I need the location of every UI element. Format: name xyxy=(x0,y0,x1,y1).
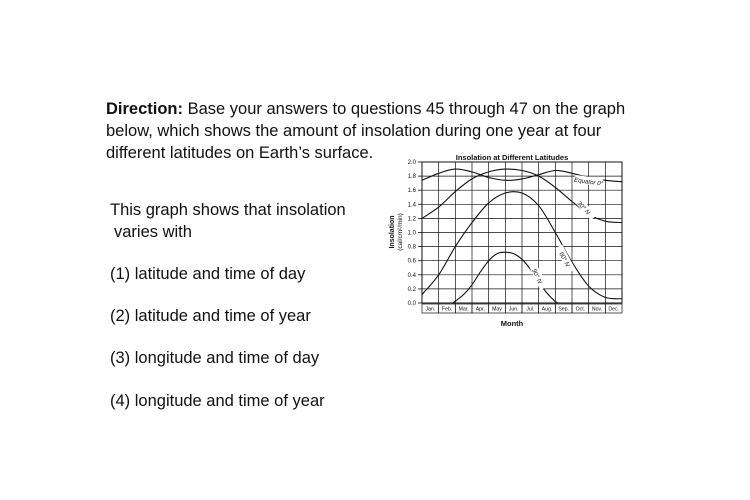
y-tick-label: 0.2 xyxy=(407,286,416,293)
x-tick-label: Oct. xyxy=(575,306,586,313)
chart-title: Insolation at Different Latitudes xyxy=(455,153,569,162)
question-line-1: This graph shows that insolation xyxy=(110,201,346,219)
direction-label: Direction: xyxy=(106,100,184,118)
x-tick-label: Aug. xyxy=(541,306,553,313)
y-tick-label: 1.0 xyxy=(407,230,416,237)
x-tick-label: Jul. xyxy=(526,306,535,313)
series-label-90n: 90° N xyxy=(530,267,544,285)
y-tick-label: 1.2 xyxy=(407,216,416,223)
x-tick-label: Mar. xyxy=(458,306,469,313)
direction-line-1: Base your answers to questions 45 through 47 on the graph xyxy=(183,100,626,118)
choice-4[interactable]: (4) longitude and time of year xyxy=(110,392,325,410)
x-tick-label: Jun. xyxy=(508,306,519,313)
x-tick-label: Dec. xyxy=(608,306,620,313)
x-tick-label: Jan. xyxy=(425,306,436,313)
y-tick-label: 0.6 xyxy=(407,258,416,265)
series-label-60n: 60° N xyxy=(557,251,571,269)
choice-1[interactable]: (1) latitude and time of day xyxy=(110,265,306,283)
y-tick-label: 0.0 xyxy=(407,301,416,307)
x-tick-label: Sep. xyxy=(558,306,570,313)
direction-line-2: below, which shows the amount of insolation during one year at four xyxy=(106,122,602,140)
series-label-equator: Equator 0° xyxy=(573,176,604,188)
y-axis-label-line-2: (cal/cm²/min) xyxy=(397,213,404,251)
choice-3[interactable]: (3) longitude and time of day xyxy=(110,349,320,367)
y-tick-label: 0.8 xyxy=(407,244,416,251)
y-tick-label: 2.0 xyxy=(407,160,416,166)
y-tick-label: 1.4 xyxy=(407,202,416,209)
y-axis-label-line-1: Insolation xyxy=(389,215,396,249)
y-axis-label xyxy=(389,213,404,251)
x-tick-label: Apr. xyxy=(475,306,485,313)
series-label-30n: 30° N xyxy=(575,200,592,217)
y-tick-label: 1.8 xyxy=(407,174,416,181)
y-tick-label: 0.4 xyxy=(407,272,416,279)
choice-2[interactable]: (2) latitude and time of year xyxy=(110,307,311,325)
x-tick-label: May xyxy=(492,306,502,313)
x-tick-label: Feb. xyxy=(441,306,453,313)
question-line-2: varies with xyxy=(114,223,192,241)
x-axis-label: Month xyxy=(500,319,524,328)
direction-line-3: different latitudes on Earth’s surface. xyxy=(106,144,374,162)
x-tick-label: Nov. xyxy=(591,306,603,313)
y-tick-label: 1.6 xyxy=(407,188,416,195)
